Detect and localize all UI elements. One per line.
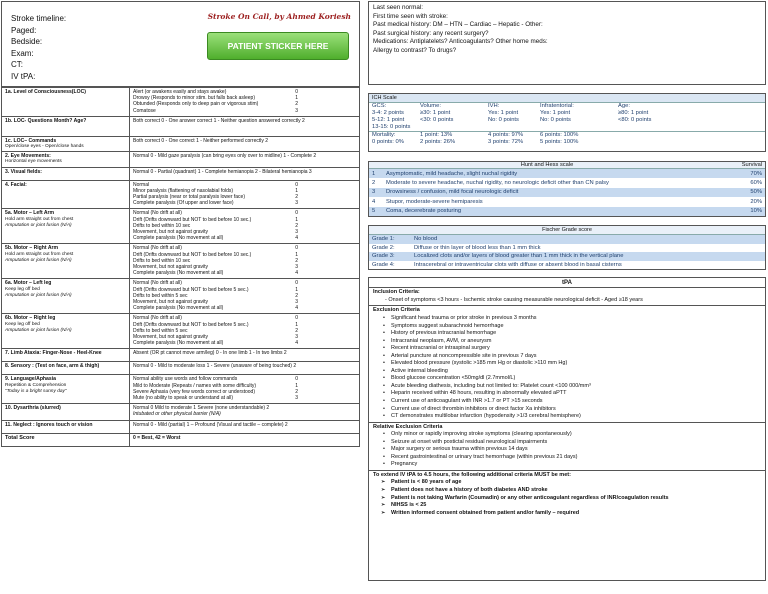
nihss-text: Normal 0 Mild to moderate 1 Severe (none understandable) 2 bbox=[133, 405, 270, 412]
ich-cell: 3-4: 2 points bbox=[372, 110, 404, 116]
nihss-row bbox=[2, 88, 360, 117]
option-text: Alert (or awakens easily and stays awake) bbox=[133, 89, 227, 95]
option-score: 4 bbox=[295, 305, 298, 312]
option-text: Severe Aphasia (very few words correct or understood) bbox=[133, 388, 255, 395]
grade-survival: 20% bbox=[750, 198, 762, 205]
option-text: Normal (No drift at all) bbox=[133, 210, 182, 217]
option-score: 2 bbox=[295, 222, 298, 229]
ich-cell bbox=[618, 139, 708, 146]
exclusion-title: Exclusion Criteria bbox=[373, 307, 420, 314]
nihss-row bbox=[2, 180, 360, 209]
option-score: 3 bbox=[295, 395, 298, 402]
grade-description: Coma, decerebrate posturing bbox=[383, 207, 725, 216]
nihss-text: Normal 0 - Mild to moderate loss 1 - Severe (unaware of being touched) 2 bbox=[133, 363, 297, 370]
extended-item: ➢ Patient is not taking Warfarin (Coumadin) or any other anticoagulant regardless of INR/coagulation results bbox=[391, 495, 761, 503]
option-text: Complete paralysis (Of upper and lower face) bbox=[133, 200, 234, 207]
nihss-item-sub: Hold arm straight out from chest bbox=[5, 251, 74, 257]
ich-cell: ≥30: 1 point bbox=[420, 110, 451, 116]
history-panel bbox=[368, 1, 766, 85]
extended-list bbox=[373, 479, 761, 517]
nihss-item-sub: Open/close eyes - Open/close hands bbox=[5, 144, 84, 149]
nihss-item-cell bbox=[2, 167, 130, 180]
nihss-item-sub: Repetition & Comprehension bbox=[5, 382, 67, 388]
option-text: Minor paralysis (flattening of nasolabial folds) bbox=[133, 187, 234, 194]
nihss-text: Normal 0 - Mild gaze paralysis (can bring eyes only over to midline) 1 - Complete 2 bbox=[133, 153, 317, 160]
hunt-hess-row bbox=[369, 169, 765, 178]
ich-row bbox=[369, 110, 765, 117]
nihss-score-cell bbox=[130, 116, 360, 136]
option-text: Movement, but not against gravity bbox=[133, 229, 209, 236]
nihss-row bbox=[2, 152, 360, 167]
tpa-panel bbox=[368, 277, 766, 581]
exclusion-item: • Significant head trauma or prior stroke in previous 3 months bbox=[391, 315, 761, 323]
nihss-score-cell bbox=[130, 375, 360, 404]
exclusion-item: • Symptoms suggest subarachnoid hemorrhage bbox=[391, 323, 761, 331]
ich-cell: 5-12: 1 point bbox=[372, 117, 405, 123]
nihss-item-cell bbox=[2, 421, 130, 434]
ich-cell bbox=[618, 132, 708, 139]
timeline-field: Bedside: bbox=[11, 37, 43, 46]
timeline-field: CT: bbox=[11, 60, 23, 69]
reference-column bbox=[368, 1, 766, 581]
exclusion-item: • Current use of direct thrombin inhibitors or direct factor Xa inhibitors bbox=[391, 406, 761, 414]
nihss-score-cell bbox=[130, 349, 360, 362]
ich-cell: <80: 0 points bbox=[618, 117, 652, 123]
option-text: Normal bbox=[133, 181, 150, 188]
ich-row bbox=[369, 131, 765, 139]
option-text: Drifts to bed within 10 sec bbox=[133, 257, 191, 264]
nihss-item-cell bbox=[2, 314, 130, 349]
option-score: 1 bbox=[295, 95, 298, 102]
option-score: 2 bbox=[295, 257, 298, 264]
nihss-row bbox=[2, 404, 360, 421]
ich-cell: 13-15: 0 points bbox=[372, 124, 411, 130]
nihss-option[interactable] bbox=[133, 108, 356, 114]
ich-cell: GCS: bbox=[372, 103, 387, 109]
nihss-option[interactable] bbox=[133, 395, 356, 401]
option-score: 3 bbox=[295, 264, 298, 271]
ich-cell: Yes: 1 point bbox=[540, 110, 571, 116]
option-text: Partial paralysis (near or total paralysis lower face) bbox=[133, 194, 245, 201]
ich-cell bbox=[618, 124, 708, 131]
fisher-row bbox=[369, 235, 765, 244]
nihss-column bbox=[1, 1, 360, 447]
nihss-item-label: 2. Eye Movements: bbox=[5, 153, 51, 160]
relative-item: • Recent gastrointestinal or urinary tract hemorrhage (within previous 21 days) bbox=[391, 454, 761, 462]
relative-item: • Major surgery or serious trauma within previous 14 days bbox=[391, 446, 761, 454]
option-score: 3 bbox=[295, 200, 298, 207]
option-text: Drifts to bed within 10 sec bbox=[133, 222, 191, 229]
nihss-row bbox=[2, 375, 360, 404]
option-text: Mute (no ability to speak or understand at all) bbox=[133, 395, 234, 402]
nihss-option[interactable] bbox=[133, 270, 356, 276]
relative-item: • Only minor or rapidly improving stroke symptoms (clearing spontaneously) bbox=[391, 431, 761, 439]
nihss-item-sub2: Amputation or joint fusion (N/A) bbox=[5, 257, 72, 263]
hunt-hess-row bbox=[369, 188, 765, 197]
option-text: Movement, but not against gravity bbox=[133, 264, 209, 271]
fisher-grade: Grade 1: bbox=[372, 235, 395, 242]
exclusion-item: • Active internal bleeding bbox=[391, 368, 761, 376]
extended-item: ➢ Written informed consent obtained from patient and/or family – required bbox=[391, 510, 761, 518]
nihss-item-cell bbox=[2, 404, 130, 421]
ich-cell: 2 points: 26% bbox=[420, 139, 456, 145]
nihss-item-label: 1c. LOC– Commands bbox=[5, 137, 57, 144]
nihss-score-cell bbox=[130, 167, 360, 180]
extended-item: ➢ Patient does not have a history of both diabetes AND stroke bbox=[391, 487, 761, 495]
nihss-item-label: 9. Language/Aphasia bbox=[5, 376, 56, 383]
nihss-item-label: 1a. Level of Consciousness(LOC) bbox=[5, 89, 86, 95]
nihss-option[interactable] bbox=[133, 235, 356, 241]
hunt-hess-panel bbox=[368, 161, 766, 217]
history-line: Past surgical history: any recent surgery? bbox=[373, 29, 489, 37]
nihss-item-cell bbox=[2, 136, 130, 151]
nihss-text: Absent (OR pt cannot move arm/leg) 0 - In one limb 1 - In two limbs 2 bbox=[133, 350, 287, 357]
exclusion-item: • Elevated blood pressure (systolic >185 mm Hg or diastolic >110 mm Hg) bbox=[391, 360, 761, 368]
grade-description: Asymptomatic, mild headache, slight nuchal rigidity bbox=[383, 169, 725, 178]
exclusion-list bbox=[373, 315, 761, 421]
option-score: 4 bbox=[295, 270, 298, 277]
option-score: 1 bbox=[295, 321, 298, 328]
nihss-row bbox=[2, 136, 360, 151]
option-score: 3 bbox=[295, 229, 298, 236]
nihss-item-label: 6b. Motor – Right leg bbox=[5, 315, 56, 322]
grade-number: 3 bbox=[369, 188, 383, 197]
inclusion-text: - Onset of symptoms <3 hours - Ischemic stroke causing measurable neurological deficit - Aged ≥18 years bbox=[385, 296, 643, 303]
grade-number: 1 bbox=[369, 169, 383, 178]
exclusion-item: • Heparin received within 48 hours, resulting in abnormally elevated aPTT bbox=[391, 390, 761, 398]
exclusion-item: • Intracranial neoplasm, AVM, or aneurysm bbox=[391, 338, 761, 346]
ich-cell: 5 points: 100% bbox=[540, 139, 579, 145]
nihss-item-sub: Horizontal eye movements bbox=[5, 159, 62, 165]
ich-cell: No: 0 points bbox=[488, 117, 519, 123]
nihss-item-sub2: Amputation or joint fusion (N/A) bbox=[5, 292, 72, 298]
fisher-grade: Grade 2: bbox=[372, 244, 395, 251]
ich-cell: 1 point: 13% bbox=[420, 132, 453, 138]
option-score: 0 bbox=[295, 210, 298, 217]
option-text: Obtunded (Responds only to deep pain or vigorous stim) bbox=[133, 101, 259, 108]
nihss-row bbox=[2, 209, 360, 244]
option-score: 2 bbox=[295, 388, 298, 395]
nihss-row bbox=[2, 434, 360, 447]
grade-number: 4 bbox=[372, 198, 376, 205]
nihss-item-sub: Keep leg off bed bbox=[5, 321, 40, 327]
nihss-item-cell bbox=[2, 116, 130, 136]
option-score: 0 bbox=[295, 315, 298, 322]
fisher-row bbox=[369, 261, 765, 270]
nihss-item-label: 3. Visual fields: bbox=[5, 168, 42, 175]
nihss-item-cell bbox=[2, 244, 130, 279]
ich-row bbox=[369, 103, 765, 110]
option-text: Complete paralysis (No movement at all) bbox=[133, 235, 224, 242]
relative-list bbox=[373, 431, 761, 469]
nihss-score-cell bbox=[130, 279, 360, 314]
survival-label: Survival bbox=[741, 162, 762, 168]
option-score: 2 bbox=[295, 101, 298, 108]
option-text: Movement, but not against gravity bbox=[133, 299, 209, 306]
nihss-item-label: 8. Sensory : (Test on face, arm & thigh) bbox=[5, 363, 100, 370]
option-text: Drifts to bed within 5 sec bbox=[133, 292, 188, 299]
history-line: Allergy to contrast? To drugs? bbox=[373, 46, 457, 54]
grade-survival: 70% bbox=[725, 169, 765, 178]
option-score: 1 bbox=[295, 216, 298, 223]
nihss-item-cell bbox=[2, 434, 130, 447]
hunt-hess-row bbox=[369, 207, 765, 216]
ich-cell: 3 points: 72% bbox=[488, 139, 524, 145]
nihss-item-cell bbox=[2, 209, 130, 244]
option-score: 2 bbox=[295, 292, 298, 299]
nihss-item-label: 1b. LOC- Questions Month? Age? bbox=[5, 117, 87, 124]
ich-cell: 0 points: 0% bbox=[372, 139, 404, 145]
ich-cell bbox=[420, 124, 488, 131]
grade-description: Stupor, moderate-severe hemiparesis bbox=[386, 198, 483, 205]
timeline-field: Stroke timeline: bbox=[11, 14, 67, 23]
ich-cell: <30: 0 points bbox=[420, 117, 454, 123]
nihss-row bbox=[2, 116, 360, 136]
sheet-title: Stroke On Call, by Ahmed Koriesh bbox=[207, 12, 351, 21]
ich-row bbox=[369, 139, 765, 146]
nihss-item-sub: Hold arm straight out from chest bbox=[5, 216, 74, 222]
nihss-item-sub2: Amputation or joint fusion (N/A) bbox=[5, 222, 72, 228]
option-score: 3 bbox=[295, 299, 298, 306]
fisher-grade: Grade 3: bbox=[372, 253, 395, 260]
nihss-option[interactable] bbox=[133, 340, 356, 346]
nihss-item-label: 5b. Motor – Right Arm bbox=[5, 245, 59, 252]
patient-sticker-area[interactable]: PATIENT STICKER HERE bbox=[207, 32, 349, 60]
option-text: Complete paralysis (No movement at all) bbox=[133, 340, 224, 347]
header-panel bbox=[1, 1, 360, 87]
option-text: Drift (Drifts downward but NOT to bed before 5 sec.) bbox=[133, 286, 249, 293]
extended-title: To extend IV tPA to 4.5 hours, the following additional criteria MUST be met: bbox=[373, 471, 571, 478]
ich-cell: No: 0 points bbox=[540, 117, 571, 123]
nihss-score-cell bbox=[130, 136, 360, 151]
nihss-score-cell bbox=[130, 362, 360, 375]
nihss-item-label: 10. Dysarthria (slurred) bbox=[5, 405, 61, 412]
nihss-item-cell bbox=[2, 279, 130, 314]
ich-title: ICH Scale bbox=[369, 94, 765, 103]
nihss-text: Normal 0 - Partial (quadrant) 1 - Complete hemianopia 2 - Bilateral hemianopia 3 bbox=[133, 168, 312, 175]
exclusion-item: • History of previous intracranial hemorrhage bbox=[391, 330, 761, 338]
option-score: 2 bbox=[295, 194, 298, 201]
option-text: Drifts to bed within 5 sec bbox=[133, 327, 188, 334]
option-text: Normal (No drift at all) bbox=[133, 280, 182, 287]
nihss-row bbox=[2, 167, 360, 180]
option-score: 3 bbox=[295, 107, 298, 114]
ich-cell: Infratentorial: bbox=[540, 103, 574, 109]
hunt-hess-row bbox=[369, 178, 765, 187]
timeline-field: Exam: bbox=[11, 48, 34, 58]
inclusion-title: Inclusion Criteria: bbox=[373, 289, 420, 296]
option-score: 1 bbox=[295, 251, 298, 258]
exclusion-item: • Blood glucose concentration <50mg/dl (2.7mmol/L) bbox=[391, 375, 761, 383]
option-text: Complete paralysis (No movement at all) bbox=[133, 270, 224, 277]
nihss-item-cell bbox=[2, 375, 130, 404]
nihss-text: Both correct 0 - One answer correct 1 - Neither question answered correctly 2 bbox=[133, 117, 305, 124]
nihss-score-cell bbox=[130, 152, 360, 167]
option-score: 2 bbox=[295, 327, 298, 334]
nihss-item-cell bbox=[2, 362, 130, 375]
option-text: Drift (Drifts downward but NOT to bed before 5 sec.) bbox=[133, 321, 249, 328]
option-score: 0 bbox=[295, 376, 298, 383]
history-line: Medications: Antiplatelets? Anticoagulants? Other home meds: bbox=[373, 38, 548, 45]
fisher-desc: Intracerebral or intraventricular clots with diffuse or absent blood in basal cisterns bbox=[414, 261, 622, 268]
nihss-item-sub2: "Today is a bright sunny day" bbox=[5, 388, 67, 394]
nihss-score-cell bbox=[130, 404, 360, 421]
nihss-score-cell bbox=[130, 209, 360, 244]
option-text: Movement, but not against gravity bbox=[133, 334, 209, 341]
nihss-row bbox=[2, 314, 360, 349]
hunt-hess-row bbox=[369, 197, 765, 206]
ich-cell bbox=[488, 124, 540, 131]
nihss-table bbox=[1, 87, 360, 447]
exclusion-item: • Acute bleeding diathesis, including but not limited to: Platelet count <100 000/mm³ bbox=[391, 383, 761, 391]
fisher-desc: Diffuse or thin layer of blood less than 1 mm thick bbox=[414, 244, 541, 251]
option-score: 0 bbox=[295, 181, 298, 188]
nihss-text: Normal 0 - Mild (partial) 1 – Profound (Visual and tactile – complete) 2 bbox=[133, 422, 288, 429]
option-score: 4 bbox=[295, 340, 298, 347]
relative-item: • Seizure at onset with postictal residual neurological impairments bbox=[391, 439, 761, 447]
relative-item: • Pregnancy bbox=[391, 461, 761, 469]
exclusion-item: • Arterial puncture at noncompressible site in previous 7 days bbox=[391, 353, 761, 361]
grade-survival: 60% bbox=[750, 180, 762, 187]
option-score: 1 bbox=[295, 382, 298, 389]
timeline-field: IV tPA: bbox=[11, 71, 36, 81]
ich-scale-panel bbox=[368, 93, 766, 152]
ich-row bbox=[369, 117, 765, 124]
nihss-row bbox=[2, 421, 360, 434]
nihss-item-label: Total Score bbox=[5, 435, 35, 442]
nihss-score-cell bbox=[130, 434, 360, 447]
fisher-title: Fischer Grade score bbox=[369, 226, 765, 235]
fisher-desc: No blood bbox=[414, 235, 438, 242]
nihss-item-label: 5a. Motor – Left Arm bbox=[5, 210, 55, 217]
nihss-item-cell bbox=[2, 152, 130, 167]
nihss-item-sub: Keep leg off bed bbox=[5, 286, 40, 292]
nihss-score-cell bbox=[130, 180, 360, 209]
nihss-text: 0 = Best, 42 = Worst bbox=[133, 435, 181, 442]
option-score: 4 bbox=[295, 235, 298, 242]
fisher-grade: Grade 4: bbox=[372, 261, 395, 268]
option-text: Mild to Moderate (Repeats / names with some difficulty) bbox=[133, 382, 257, 389]
grade-description: Drowsiness / confusion, mild focal neurologic deficit bbox=[383, 188, 725, 197]
nihss-option[interactable] bbox=[133, 200, 356, 206]
extended-item: ➢ Patient is < 80 years of age bbox=[391, 479, 761, 487]
nihss-item-cell bbox=[2, 349, 130, 362]
nihss-text: Both correct 0 - One correct 1 - Neither performed correctly 2 bbox=[133, 137, 269, 144]
exclusion-item: • CT demonstrates multilobar infarction (hypodensity >1/3 cerebral hemisphere) bbox=[391, 413, 761, 421]
option-text: Drift (Drifts downward but NOT to bed before 10 sec.) bbox=[133, 216, 252, 223]
relative-title: Relative Exclusion Criteria bbox=[373, 423, 443, 430]
option-score: 1 bbox=[295, 286, 298, 293]
nihss-option[interactable] bbox=[133, 305, 356, 311]
option-text: Comatose bbox=[133, 107, 156, 114]
history-line: First time seen with stroke: bbox=[373, 12, 448, 20]
option-score: 0 bbox=[295, 280, 298, 287]
hunt-hess-header bbox=[369, 162, 765, 169]
ich-cell: Yes: 1 point bbox=[488, 110, 519, 116]
ich-cell: IVH: bbox=[488, 103, 500, 109]
ich-cell: Volume: bbox=[420, 103, 441, 109]
fisher-row bbox=[369, 244, 765, 253]
nihss-row bbox=[2, 244, 360, 279]
extended-item: ➢ NIHSS is < 25 bbox=[391, 502, 761, 510]
option-score: 0 bbox=[295, 245, 298, 252]
nihss-row bbox=[2, 349, 360, 362]
option-text: Normal (No drift at all) bbox=[133, 245, 182, 252]
fisher-desc: Localized clots and/or layers of blood greater than 1 mm thick in the vertical plane bbox=[414, 253, 624, 260]
ich-cell: Mortality: bbox=[372, 132, 396, 138]
nihss-score-cell bbox=[130, 314, 360, 349]
option-text: Normal ability use words and follow commands bbox=[133, 376, 238, 383]
nihss-text2: Intubated or other physical barrier (N/A) bbox=[133, 411, 221, 418]
timeline-field: Paged: bbox=[11, 25, 37, 35]
history-line: Last seen normal: bbox=[373, 4, 424, 11]
option-text: Normal (No drift at all) bbox=[133, 315, 182, 322]
nihss-row bbox=[2, 362, 360, 375]
ich-cell bbox=[540, 124, 618, 131]
nihss-item-label: 6a. Motor – Left leg bbox=[5, 280, 52, 287]
ich-cell: ≥80: 1 point bbox=[618, 110, 649, 116]
option-text: Complete paralysis (No movement at all) bbox=[133, 305, 224, 312]
history-line: Past medical history: DM – HTN – Cardiac – Hepatic - Other: bbox=[373, 21, 543, 28]
ich-cell: 4 points: 97% bbox=[488, 132, 524, 138]
nihss-item-label: 11. Neglect : Ignores touch or vision bbox=[5, 422, 93, 429]
option-score: 1 bbox=[295, 187, 298, 194]
nihss-item-label: 4. Facial: bbox=[5, 181, 27, 188]
tpa-title: tPA bbox=[369, 278, 765, 288]
grade-survival: 10% bbox=[725, 207, 765, 216]
grade-description: Moderate to severe headache, nuchal rigidity, no neurologic deficit other than CN palsy bbox=[386, 180, 609, 187]
nihss-score-cell bbox=[130, 244, 360, 279]
exclusion-item: • Current use of anticoagulant with INR >1.7 or PT >15 seconds bbox=[391, 398, 761, 406]
option-score: 0 bbox=[295, 89, 298, 95]
nihss-item-cell bbox=[2, 180, 130, 209]
exclusion-item: • Recent intracranial or intraspinal surgery bbox=[391, 345, 761, 353]
fisher-panel bbox=[368, 225, 766, 270]
ich-cell: Age: bbox=[618, 103, 630, 109]
hunt-hess-title: Hunt and Hess scale bbox=[520, 162, 574, 168]
ich-row bbox=[369, 124, 765, 131]
nihss-item-cell bbox=[2, 88, 130, 117]
nihss-row bbox=[2, 279, 360, 314]
nihss-score-cell bbox=[130, 88, 360, 117]
nihss-item-label: 7. Limb Ataxia: Finger-Nose - Heel-Knee bbox=[5, 350, 102, 357]
option-score: 3 bbox=[295, 334, 298, 341]
option-text: Drift (Drifts downward but NOT to bed before 10 sec.) bbox=[133, 251, 252, 258]
grade-number: 5 bbox=[369, 207, 383, 216]
option-text: Drowsy (Responds to minor stim. but falls back asleep) bbox=[133, 95, 255, 102]
nihss-score-cell bbox=[130, 421, 360, 434]
ich-cell: 6 points: 100% bbox=[540, 132, 579, 138]
nihss-item-sub2: Amputation or joint fusion (N/A) bbox=[5, 327, 72, 333]
grade-survival: 50% bbox=[725, 188, 765, 197]
fisher-row bbox=[369, 252, 765, 261]
grade-number: 2 bbox=[372, 180, 376, 187]
